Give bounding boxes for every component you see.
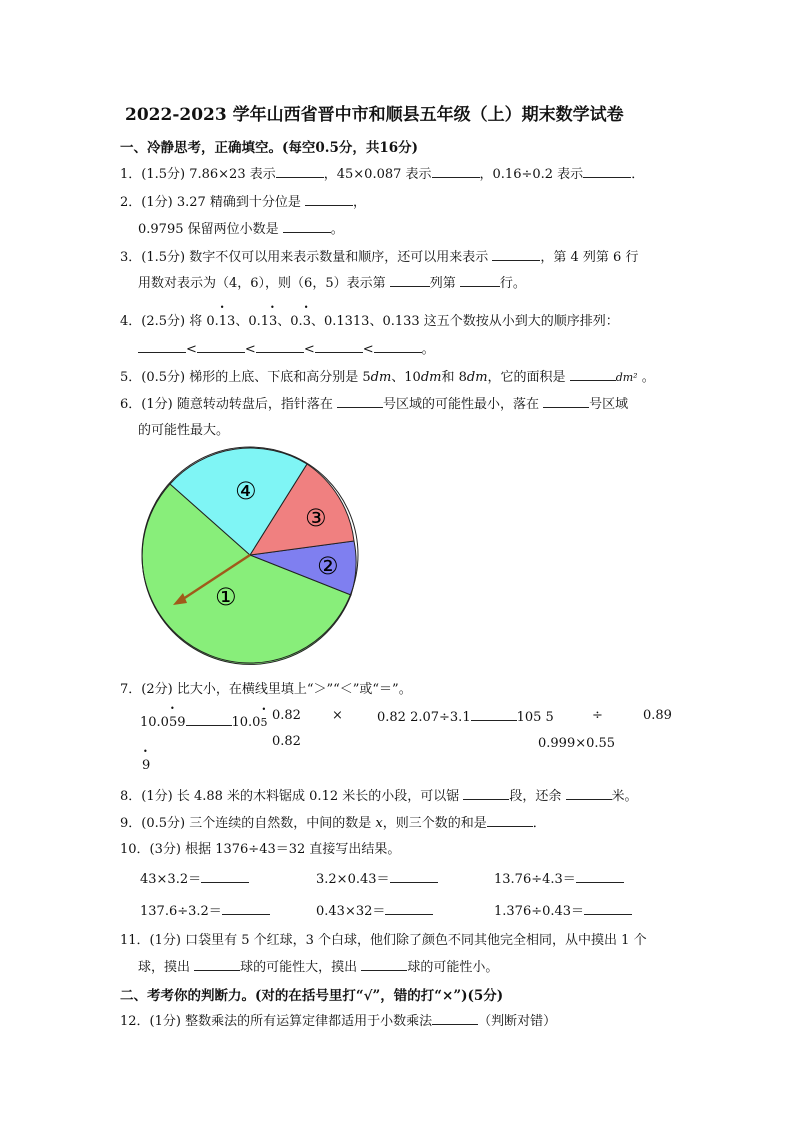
answer-blank[interactable] <box>194 958 240 971</box>
question-8: 8．(1分) 长 4.88 米的木料锯成 0.12 米长的小段，可以锯 段，还余 米。 <box>120 789 638 804</box>
spinner-label-1: ① <box>215 583 237 611</box>
answer-blank[interactable] <box>487 814 533 827</box>
question-1: 1．(1.5分) 7.86×23 表示 ，45×0.087 表示 ，0.16÷0.2 表示 ． <box>120 167 645 182</box>
spinner-label-4: ④ <box>235 477 257 505</box>
q7-divide: ÷ <box>592 708 603 723</box>
question-7: 7．(2分) 比大小，在横线里填上“＞”“＜”或“＝”。 <box>120 682 412 697</box>
question-2-line2: 0.9795 保留两位小数是 。 <box>138 222 344 237</box>
q10-row2-col3: 1.376÷0.43＝ <box>494 900 632 919</box>
answer-blank[interactable] <box>276 165 324 178</box>
q7-item-2: 0.82 2.07÷3.1 105 5 <box>377 710 554 725</box>
answer-blank[interactable] <box>390 274 430 287</box>
q7-val-0-82: 0.82 <box>272 708 301 723</box>
q10-row1-col1: 43×3.2＝ <box>140 868 249 887</box>
q10-row2-col1: 137.6÷3.2＝ <box>140 900 270 919</box>
question-3-line2: 用数对表示为（4，6），则（6，5）表示第 列第 行。 <box>138 276 526 291</box>
question-5: 5．(0.5分) 梯形的上底、下底和高分别是 5dm、10dm和 8dm，它的面积是 dm² 。 <box>120 370 655 385</box>
question-6-line2: 的可能性最大。 <box>138 423 230 438</box>
answer-blank[interactable] <box>570 368 616 381</box>
answer-blank[interactable] <box>543 395 589 408</box>
question-9: 9．(0.5分) 三个连续的自然数，中间的数是 x，则三个数的和是 ． <box>120 816 546 831</box>
q10-row2-col2: 0.43×32＝ <box>316 900 433 919</box>
answer-blank[interactable] <box>337 395 383 408</box>
answer-blank[interactable] <box>385 902 433 915</box>
answer-blank[interactable] <box>492 248 540 261</box>
question-4: 4．(2.5分) 将 0.• 13、0.1• 3、0.• 3、0.1313、0.133 这五个数按从小到大的顺序排列： <box>120 310 619 329</box>
q7-val-0-89: 0.89 <box>643 708 672 723</box>
q10-row1-col2: 3.2×0.43＝ <box>316 868 438 887</box>
answer-blank[interactable] <box>305 193 353 206</box>
answer-blank[interactable] <box>197 340 245 353</box>
question-4-line2: < < < < 。 <box>138 338 435 357</box>
answer-blank[interactable] <box>222 902 270 915</box>
answer-blank[interactable] <box>138 340 186 353</box>
q7-wrap-digit: • 9 <box>142 758 794 773</box>
answer-blank[interactable] <box>361 958 407 971</box>
answer-blank[interactable] <box>460 274 500 287</box>
q7-product: 0.999×0.55 <box>538 736 616 751</box>
answer-blank[interactable] <box>374 340 422 353</box>
spinner-label-2: ② <box>317 552 339 580</box>
answer-blank[interactable] <box>566 787 612 800</box>
question-12: 12．(1分) 整数乘法的所有运算定律都适用于小数乘法 （判断对错） <box>120 1014 557 1029</box>
answer-blank[interactable] <box>390 870 438 883</box>
question-11-line2: 球，摸出 球的可能性大，摸出 球的可能性小。 <box>138 960 499 975</box>
q7-times: × <box>332 708 343 723</box>
answer-blank[interactable] <box>201 870 249 883</box>
answer-blank[interactable] <box>463 787 509 800</box>
q7-item-1: 10.0• 59 10.0• 5 <box>140 713 267 730</box>
answer-blank[interactable] <box>432 165 480 178</box>
answer-blank[interactable] <box>471 708 517 721</box>
repeating-digit: • 3 <box>303 314 311 329</box>
answer-blank[interactable] <box>576 870 624 883</box>
answer-blank[interactable] <box>583 165 631 178</box>
answer-blank[interactable] <box>315 340 363 353</box>
spinner-diagram <box>135 443 365 673</box>
spinner-label-3: ③ <box>305 504 327 532</box>
q10-row1-col3: 13.76÷4.3＝ <box>494 868 624 887</box>
answer-blank[interactable] <box>584 902 632 915</box>
question-10: 10．(3分) 根据 1376÷43＝32 直接写出结果。 <box>120 842 401 857</box>
answer-blank[interactable] <box>432 1012 478 1025</box>
answer-blank[interactable] <box>186 713 232 726</box>
question-2: 2．(1分) 3.27 精确到十分位是 ， <box>120 195 367 210</box>
answer-blank[interactable] <box>283 220 331 233</box>
question-3: 3．(1.5分) 数字不仅可以用来表示数量和顺序，还可以用来表示 ，第 4 列第 6 行 <box>120 250 639 265</box>
section-2-heading: 二、考考你的判断力。(对的在括号里打“√”，错的打“×”)(5分) <box>120 988 504 1004</box>
answer-blank[interactable] <box>256 340 304 353</box>
page-title: 2022-2023 学年山西省晋中市和顺县五年级（上）期末数学试卷 <box>125 105 624 125</box>
q7-val-0-82-b: 0.82 <box>272 734 301 749</box>
repeating-digit: • 3 <box>269 314 277 329</box>
question-6: 6．(1分) 随意转动转盘后，指针落在 号区域的可能性最小，落在 号区域 <box>120 397 629 412</box>
section-1-heading: 一、冷静思考，正确填空。(每空0.5分，共16分) <box>120 140 419 156</box>
question-11: 11．(1分) 口袋里有 5 个红球，3 个白球，他们除了颜色不同其他完全相同，从中摸出 1 个 <box>120 933 647 948</box>
repeating-digits: • 13 <box>219 314 236 329</box>
